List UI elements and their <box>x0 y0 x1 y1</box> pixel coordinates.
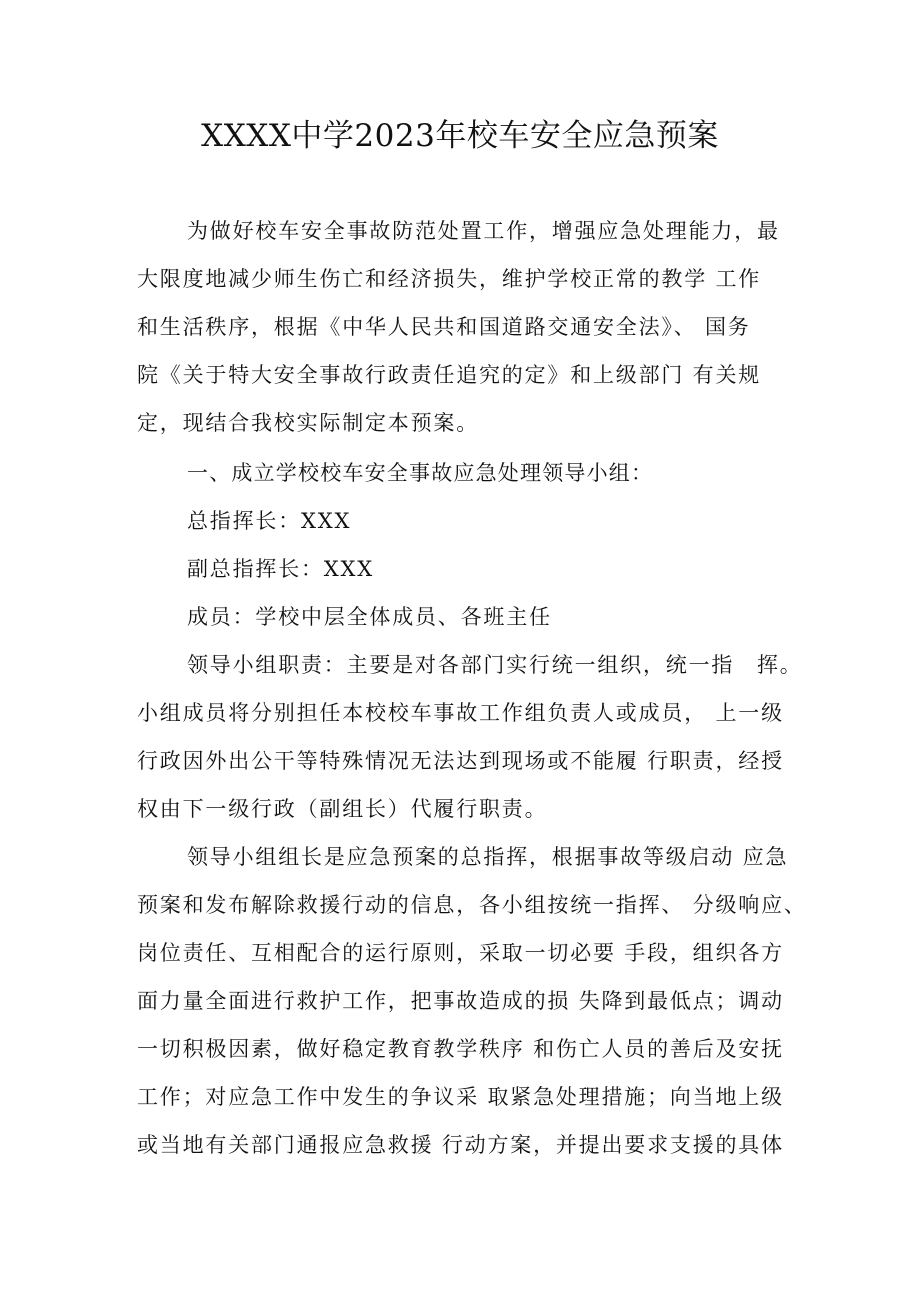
section-heading: 一、成立学校校车安全事故应急处理领导小组： <box>187 461 654 485</box>
paragraph-line: 院《关于特大安全事故行政责任追究的定》和上级部门 有关规 <box>137 363 762 387</box>
paragraph-line: 或当地有关部门通报应急救援 行动方案，并提出要求支援的具体 <box>137 1133 784 1157</box>
paragraph-line: 面力量全面进行救护工作，把事故造成的损 失降到最低点；调动 <box>137 989 784 1013</box>
paragraph-line: 权由下一级行政（副组长）代履行职责。 <box>137 797 548 821</box>
commander-line: 总指挥长：XXX <box>187 509 352 533</box>
paragraph-line: 行政因外出公干等特殊情况无法达到现场或不能履 行职责，经授 <box>137 749 784 773</box>
paragraph-line: 工作；对应急工作中发生的争议采 取紧急处理措施；向当地上级 <box>137 1085 784 1109</box>
paragraph-line: 和生活秩序，根据《中华人民共和国道路交通安全法》、 国务 <box>137 315 751 339</box>
paragraph-line: 大限度地减少师生伤亡和经济损失，维护学校正常的教学 工作 <box>137 267 762 291</box>
deputy-commander-line: 副总指挥长：XXX <box>187 557 375 581</box>
paragraph-line: 定，现结合我校实际制定本预案。 <box>137 411 479 435</box>
paragraph-line: 一切积极因素，做好稳定教育教学秩序 和伤亡人员的善后及安抚 <box>137 1037 784 1061</box>
paragraph-line: 领导小组组长是应急预案的总指挥，根据事故等级启动 应急 <box>187 845 789 869</box>
paragraph-line: 领导小组职责：主要是对各部门实行统一组织，统一指 挥。 <box>187 653 803 677</box>
paragraph-line: 岗位责任、互相配合的运行原则，采取一切必要 手段，组织各方 <box>137 941 784 965</box>
paragraph-line: 预案和发布解除救援行动的信息，各小组按统一指挥、 分级响应、 <box>137 893 807 917</box>
paragraph-line: 小组成员将分别担任本校校车事故工作组负责人或成员， 上一级 <box>137 701 784 725</box>
document-title: XXXX中学2023年校车安全应急预案 <box>201 118 719 154</box>
paragraph-line: 为做好校车安全事故防范处置工作，增强应急处理能力，最 <box>187 219 780 243</box>
members-line: 成员：学校中层全体成员、各班主任 <box>187 605 552 629</box>
